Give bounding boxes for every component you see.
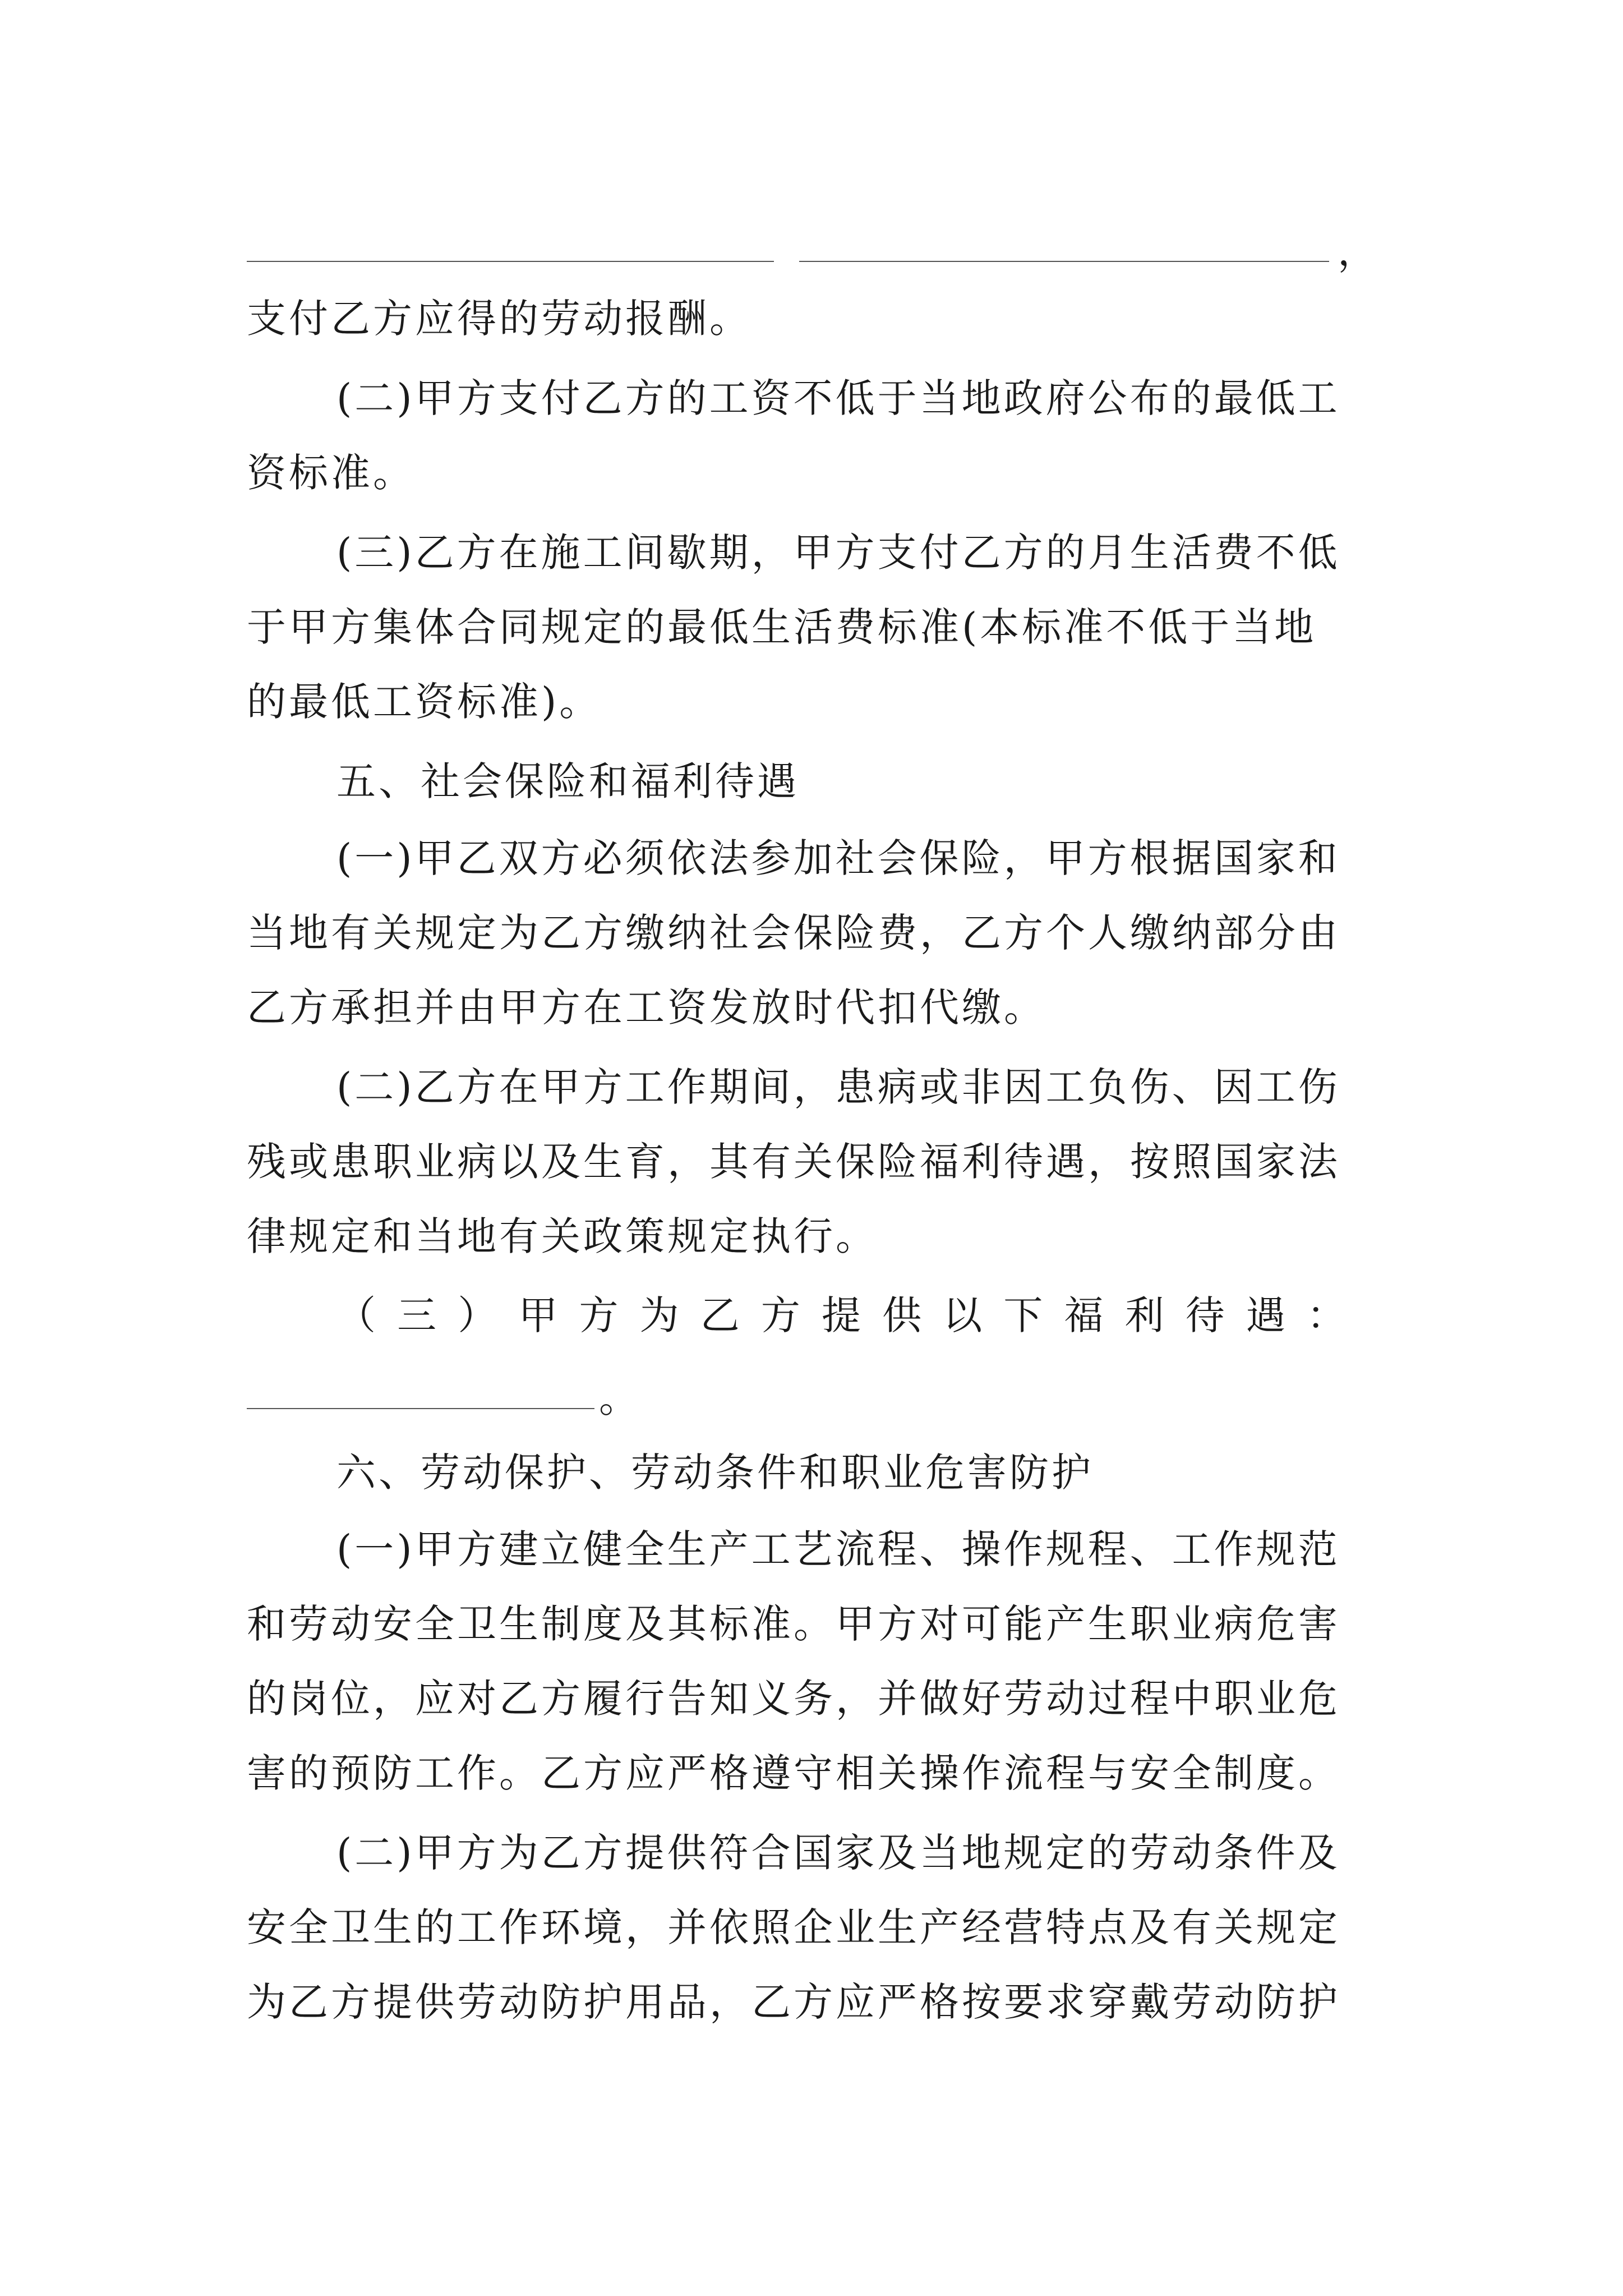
spaced-character: 甲 — [518, 1292, 558, 1338]
paragraph-line: 残或患职业病以及生育，其有关保险福利待遇，按照国家法 — [247, 1139, 1340, 1185]
paragraph-line: 安全卫生的工作环境，并依照企业生产经营特点及有关规定 — [247, 1904, 1340, 1950]
fill-in-blank-2 — [799, 261, 1329, 262]
paragraph-line: 当地有关规定为乙方缴纳社会保险费，乙方个人缴纳部分由 — [247, 910, 1340, 956]
paragraph-line: (一)甲方建立健全生产工艺流程、操作规程、工作规范 — [336, 1526, 1340, 1572]
spaced-character: 福 — [1064, 1292, 1104, 1338]
paragraph-line: 于甲方集体合同规定的最低生活费标准(本标准不低于当地 — [247, 604, 1317, 650]
paragraph-line: (二)甲方为乙方提供符合国家及当地规定的劳动条件及 — [336, 1830, 1340, 1876]
spaced-character: 方 — [579, 1292, 619, 1338]
spaced-character: 以 — [943, 1292, 983, 1338]
spaced-character: 下 — [1003, 1292, 1043, 1338]
line-end-period: 。 — [599, 1375, 638, 1421]
spaced-character: 方 — [760, 1292, 800, 1338]
paragraph-line: (二)甲方支付乙方的工资不低于当地政府公布的最低工 — [336, 375, 1340, 421]
spaced-character: 待 — [1185, 1292, 1225, 1338]
trailing-comma: ， — [1338, 228, 1377, 274]
paragraph-line: 支付乙方应得的劳动报酬。 — [247, 296, 751, 342]
spaced-character: 供 — [882, 1292, 922, 1338]
section-heading: 六、劳动保护、劳动条件和职业危害防护 — [336, 1450, 1094, 1496]
spaced-character: 利 — [1124, 1292, 1164, 1338]
spaced-character: 遇 — [1246, 1292, 1285, 1338]
spaced-character: ） — [458, 1292, 497, 1338]
paragraph-line: 害的预防工作。乙方应严格遵守相关操作流程与安全制度。 — [247, 1750, 1340, 1796]
paragraph-line: (一)甲乙双方必须依法参加社会保险，甲方根据国家和 — [336, 835, 1340, 881]
spaced-character: 为 — [639, 1292, 679, 1338]
paragraph-line: 为乙方提供劳动防护用品，乙方应严格按要求穿戴劳动防护 — [247, 1979, 1340, 2025]
paragraph-line: 和劳动安全卫生制度及其标准。甲方对可能产生职业病危害 — [247, 1601, 1340, 1647]
fill-in-blank-1 — [247, 261, 774, 262]
paragraph-line-spaced — [336, 1287, 1346, 1343]
spaced-character: ： — [1307, 1292, 1346, 1338]
spaced-character: 提 — [822, 1292, 861, 1338]
paragraph-line: (二)乙方在甲方工作期间，患病或非因工负伤、因工伤 — [336, 1064, 1340, 1110]
paragraph-line: 的岗位，应对乙方履行告知义务，并做好劳动过程中职业危 — [247, 1676, 1340, 1722]
paragraph-line: 乙方承担并由甲方在工资发放时代扣代缴。 — [247, 984, 1046, 1030]
spaced-character: 三 — [397, 1292, 437, 1338]
paragraph-line: 的最低工资标准)。 — [247, 679, 602, 725]
spaced-character: （ — [336, 1292, 376, 1338]
paragraph-line: 资标准。 — [247, 450, 415, 496]
spaced-character: 乙 — [700, 1292, 740, 1338]
paragraph-line: 律规定和当地有关政策规定执行。 — [247, 1213, 878, 1259]
section-heading: 五、社会保险和福利待遇 — [336, 758, 799, 804]
fill-in-blank-3 — [247, 1408, 594, 1409]
paragraph-line: (三)乙方在施工间歇期，甲方支付乙方的月生活费不低 — [336, 530, 1340, 576]
